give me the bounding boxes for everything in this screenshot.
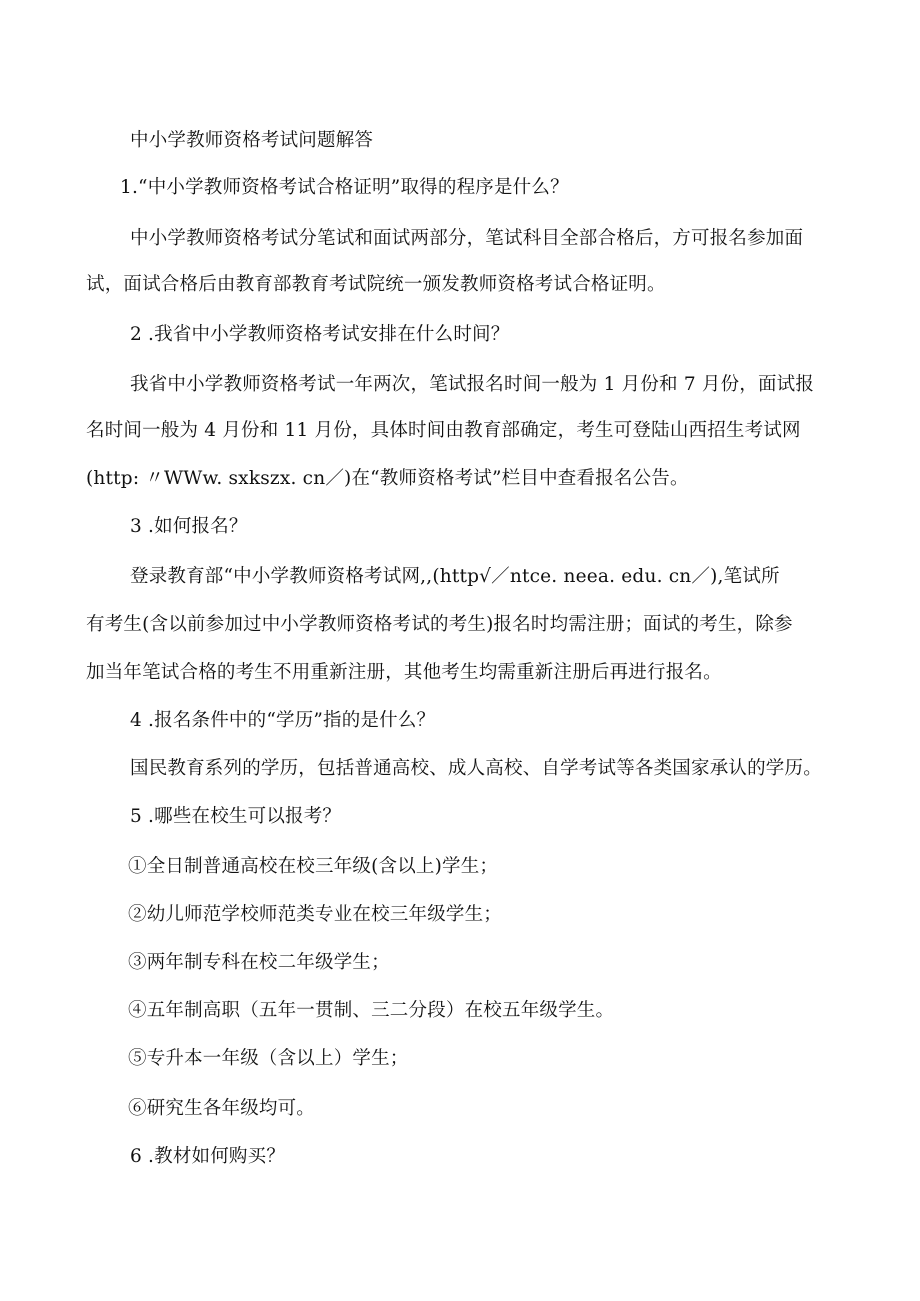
question-6: 6 .教材如何购买？	[130, 1146, 286, 1167]
question-5: 5 .哪些在校生可以报考？	[130, 806, 342, 827]
list-item: ⑤专升本一年级（含以上）学生；	[128, 1048, 409, 1069]
list-item: ⑥研究生各年级均可。	[128, 1098, 316, 1119]
answer-3-line-2: 有考生(含以前参加过中小学教师资格考试的考生)报名时均需注册；面试的考生，除参	[86, 614, 793, 635]
answer-1-line-2: 试，面试合格后由教育部教育考试院统一颁发教师资格考试合格证明。	[86, 274, 666, 295]
answer-2-line-2: 名时间一般为 4 月份和 11 月份，具体时间由教育部确定，考生可登陆山西招生考试网	[86, 420, 801, 441]
list-item: ④五年制高职（五年一贯制、三二分段）在校五年级学生。	[128, 1000, 615, 1021]
answer-3-line-3: 加当年笔试合格的考生不用重新注册，其他考生均需重新注册后再进行报名。	[86, 662, 722, 683]
answer-1-line-1: 中小学教师资格考试分笔试和面试两部分，笔试科目全部合格后，方可报名参加面	[130, 228, 804, 249]
list-item: ②幼儿师范学校师范类专业在校三年级学生；	[128, 904, 503, 925]
document-title: 中小学教师资格考试问题解答	[130, 130, 374, 151]
list-item: ①全日制普通高校在校三年级(含以上)学生；	[128, 856, 499, 877]
answer-2-line-3: (http: 〃WWw. sxkszx. cn／)在“教师资格考试”栏目中查看报名公告。	[86, 468, 689, 489]
question-4: 4 .报名条件中的“学历”指的是什么？	[130, 710, 436, 731]
answer-4: 国民教育系列的学历，包括普通高校、成人高校、自学考试等各类国家承认的学历。	[130, 758, 822, 779]
answer-3-line-1: 登录教育部“中小学教师资格考试网,,(http√／ntce. neea. edu. cn／),笔试所	[130, 566, 780, 587]
list-item: ③两年制专科在校二年级学生；	[128, 952, 390, 973]
question-3: 3 .如何报名？	[130, 516, 248, 537]
answer-2-line-1: 我省中小学教师资格考试一年两次，笔试报名时间一般为 1 月份和 7 月份，面试报	[130, 374, 815, 395]
question-1: 1.“中小学教师资格考试合格证明”取得的程序是什么？	[120, 177, 569, 198]
question-2: 2 .我省中小学教师资格考试安排在什么时间？	[130, 324, 510, 345]
